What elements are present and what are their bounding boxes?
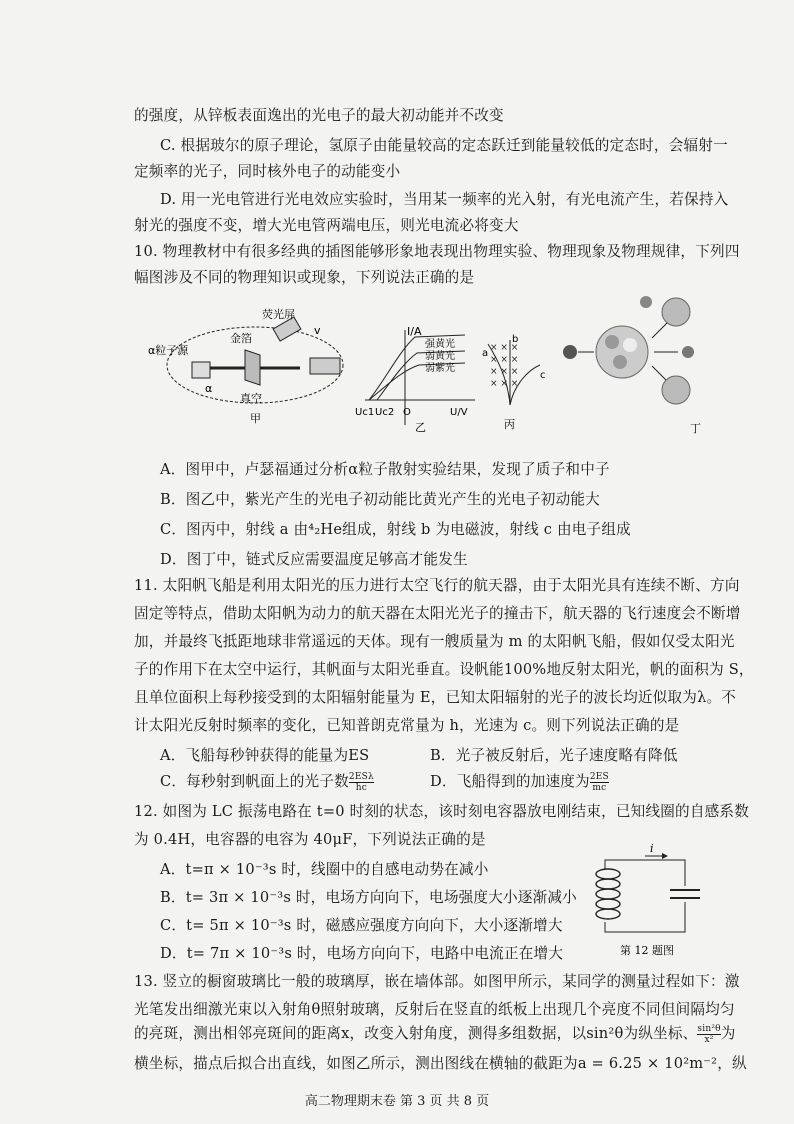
caption-yi: 乙 [415,421,426,434]
figure-bing-radiation [480,330,550,435]
caption-ding: 丁 [690,422,701,435]
legend-weak: 弱黄光 [425,351,455,362]
q10-option-c: C．图丙中，射线 a 由⁴₂He组成，射线 b 为电磁波，射线 c 由电子组成 [160,521,631,538]
q12-stem-line2: 为 0.4H，电容器的电容为 40μF，下列说法正确的是 [134,831,486,848]
q9-option-d-line2: 射光的强度不变，增大光电管两端电压，则光电流必将变大 [134,217,519,234]
ray-b: b [512,334,519,345]
svg-text:× × ×: × × × [490,355,519,365]
figure-ding-chain-reaction [560,290,710,440]
q9-continuation: 的强度，从锌板表面逸出的光电子的最大初动能并不改变 [134,107,504,124]
q9-option-c-line1: C. 根据玻尔的原子理论，氢原子由能量较高的定态跃迁到能量较低的定态时，会辐射一 [160,137,728,154]
label-foil: 金箔 [230,332,252,345]
q13-stem-line3-end: 为 [720,1025,736,1042]
fraction-numerator: 2ESλ [348,771,374,782]
label-alpha: α [205,382,213,395]
q11-option-d-text: D．飞船得到的加速度为 [430,773,590,790]
tick-uc1: Uc1 [355,407,375,418]
q10-stem-line2: 幅图涉及不同的物理知识或现象，下列说法正确的是 [134,269,475,286]
q10-option-b: B．图乙中，紫光产生的光电子初动能比黄光产生的光电子初动能大 [160,491,600,508]
q11-option-c-text: C．每秒射到帆面上的光子数 [160,773,349,790]
q11-stem-line2: 固定等特点，借助太阳帆为动力的航天器在太阳光光子的撞击下，航天器的飞行速度会不断增 [134,605,741,622]
label-vacuum: 真空 [240,392,262,405]
q13-stem-line3-text: 的亮斑，测出相邻亮斑间的距离x，改变入射角度，测得多组数据，以sin²θ为纵坐标、 [134,1025,698,1042]
q10-option-d: D．图丁中，链式反应需要温度足够高才能发生 [160,551,468,568]
q10-stem-line1: 10. 物理教材中有很多经典的插图能够形象地表现出物理实验、物理现象及物理规律，下列四 [134,243,740,260]
q13-stem-line3 [134,1022,736,1045]
q10-option-a: A．图甲中，卢瑟福通过分析α粒子散射实验结果，发现了质子和中子 [160,461,610,478]
q9-option-c-line2: 定频率的光子，同时核外电子的动能变小 [134,163,401,180]
q11-stem-line6: 计太阳光反射时频率的变化，已知普朗克常量为 h，光速为 c。则下列说法正确的是 [134,717,680,734]
q13-stem-line1: 13. 竖立的橱窗玻璃比一般的玻璃厚，嵌在墙体部。如图甲所示，某同学的测量过程如下：激 [134,973,740,990]
figure-jia-rutherford [150,310,350,430]
svg-text:× × ×: × × × [490,343,519,353]
q11-option-c-fraction [349,772,374,793]
tick-uc2: Uc2 [375,407,395,418]
ray-c: c [540,370,546,381]
axis-uv: U/V [450,407,468,418]
q12-option-b: B．t= 3π × 10⁻³s 时，电场方向向下，电场强度大小逐渐减小 [160,889,577,906]
q11-option-b: B．光子被反射后，光子速度略有降低 [430,747,678,764]
q11-option-d-fraction [590,772,609,793]
page-footer: 高二物理期末卷 第 3 页 共 8 页 [304,1094,490,1109]
q12-option-c: C．t= 5π × 10⁻³s 时，磁感应强度方向向下，大小逐渐增大 [160,917,563,934]
q9-option-d-line1: D. 用一光电管进行光电效应实验时，当用某一频率的光入射，有光电流产生，若保持入 [160,191,729,208]
caption-jia: 甲 [250,412,261,425]
q11-option-d [430,770,609,793]
q11-option-a: A．飞船每秒钟获得的能量为ES [160,747,370,764]
q12-option-d: D．t= 7π × 10⁻³s 时，电场方向向下，电路中电流正在增大 [160,945,564,962]
fraction-denominator: hc [355,782,368,793]
label-alpha-source: α粒子源 [148,344,189,357]
svg-text:× × ×: × × × [490,367,519,377]
ray-a: a [482,348,489,359]
current-label-i: i [650,842,654,855]
q13-fraction [697,1024,720,1045]
label-screen: 荧光屏 [262,308,295,321]
q11-stem-line4: 子的作用下在太空中运行，其帆面与太阳光垂直。设帆能100%地反射太阳光，帆的面积为 S， [134,661,754,678]
q11-stem-line1: 11. 太阳帆飞船是利用太阳光的压力进行太空飞行的航天器，由于太阳光具有连续不断、方向 [134,577,740,594]
q13-stem-line2: 光笔发出细激光束以入射角θ照射玻璃，反射后在竖直的纸板上出现几个亮度不同但间隔均匀 [134,1001,735,1018]
label-v: v [314,324,321,337]
caption-bing: 丙 [504,418,515,431]
fraction-numerator: 2ES [589,771,609,782]
legend-strong: 强黄光 [425,339,455,350]
axis-ia: I/A [407,325,422,338]
q13-stem-line4: 横坐标，描点后拟合出直线，如图乙所示，测出图线在横轴的截距为a = 6.25 × 10²m⁻²，纵 [134,1055,747,1072]
fraction-numerator: sin²θ [697,1023,721,1034]
legend-violet: 弱紫光 [425,363,455,374]
figure-12-caption: 第 12 题图 [620,944,674,957]
fraction-denominator: x² [704,1034,714,1045]
q11-stem-line3: 加，并最终飞抵距地球非常遥远的天体。现有一艘质量为 m 的太阳帆飞船，假如仅受太阳光 [134,633,735,650]
q11-stem-line5: 且单位面积上每秒接受到的太阳辐射能量为 E，已知太阳辐射的光子的波长均近似取为λ。不 [134,689,737,706]
origin-o: O [403,407,411,418]
figure-lc-circuit [590,842,710,960]
q12-stem-line1: 12. 如图为 LC 振荡电路在 t=0 时刻的状态，该时刻电容器放电刚结束，已知线圈的自感系数 [134,803,750,820]
figure-yi-photoelectric [355,325,480,435]
fraction-denominator: mc [592,782,607,793]
q12-option-a: A．t=π × 10⁻³s 时，线圈中的自感电动势在减小 [160,861,489,878]
q11-option-c [160,770,374,793]
svg-text:× × ×: × × × [490,379,519,389]
